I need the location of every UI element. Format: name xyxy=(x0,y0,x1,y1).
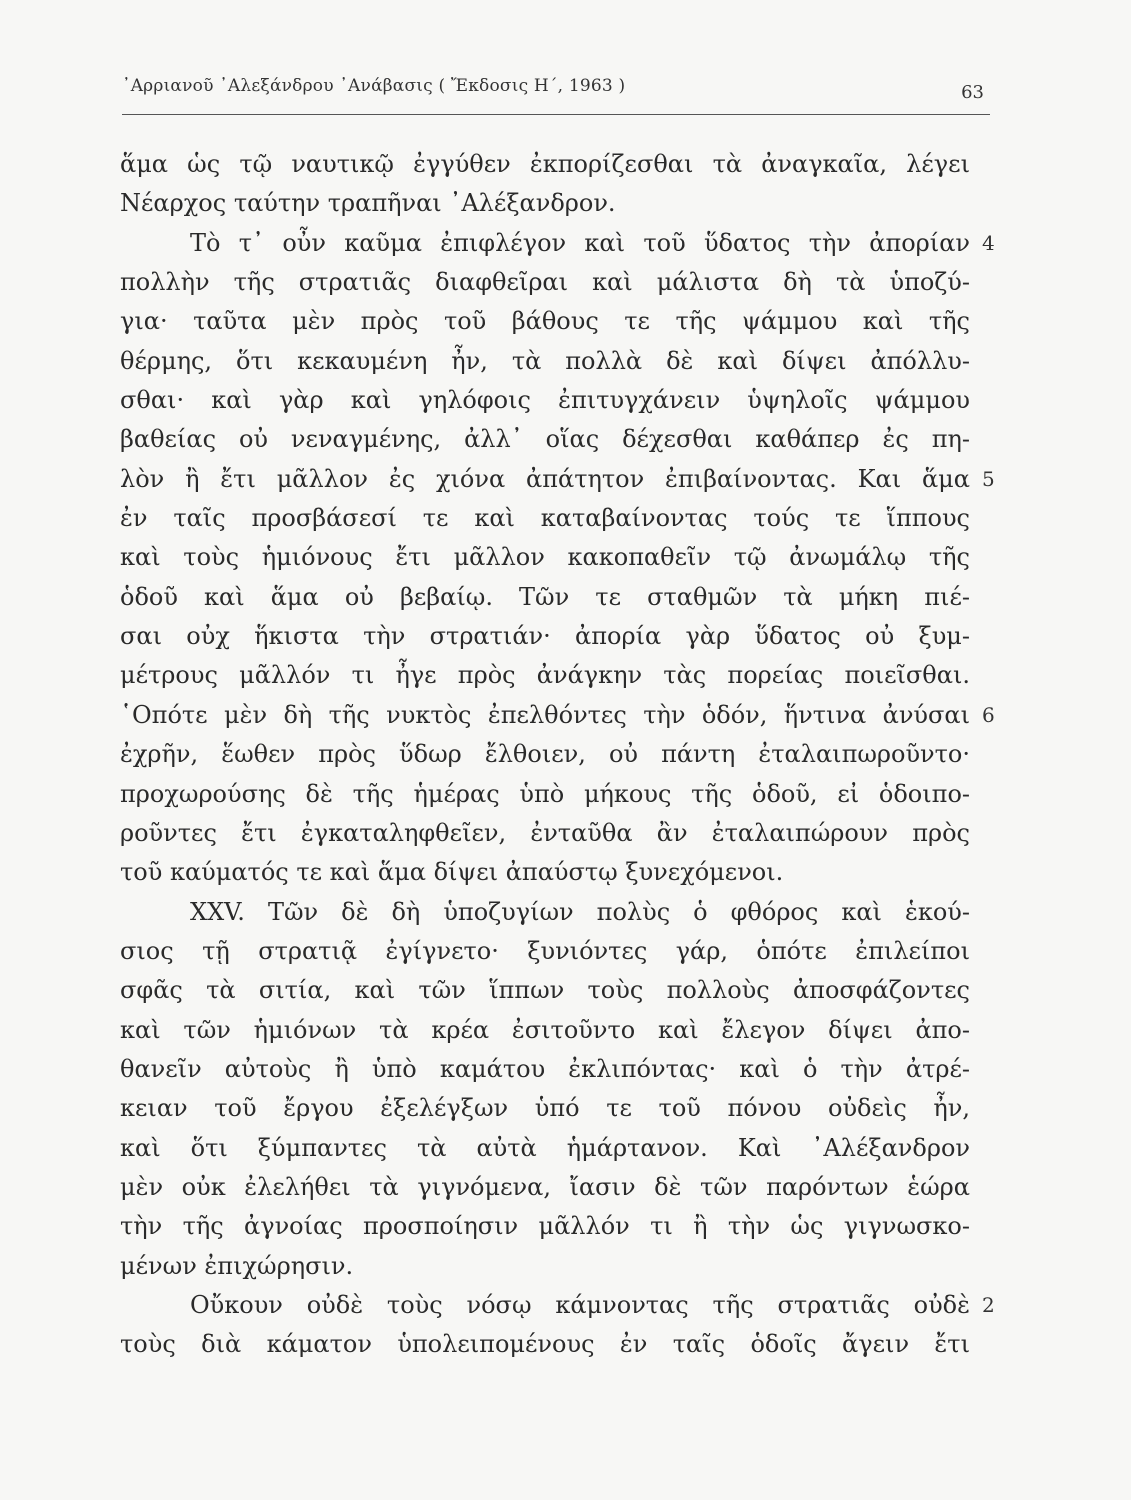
page-number: 63 xyxy=(961,82,984,103)
text-line xyxy=(120,971,970,1010)
text-line xyxy=(120,1089,970,1128)
text-line xyxy=(120,1207,970,1246)
text-line-content: Τὸ τ᾿ οὖν καῦμα ἐπιφλέγον καὶ τοῦ ὕδατος τὴν ἀπορίαν xyxy=(190,228,970,257)
text-line-content: καὶ τῶν ἡμιόνων τὰ κρέα ἐσιτοῦντο καὶ ἔλεγον δίψει ἀπο- xyxy=(120,1015,970,1044)
text-line xyxy=(120,342,970,381)
text-line xyxy=(120,381,970,420)
text-line xyxy=(120,499,970,538)
text-line-content: κειαν τοῦ ἔργου ἐξελέγξων ὑπό τε τοῦ πόνου οὐδεὶς ἦν, xyxy=(120,1094,970,1123)
text-line xyxy=(120,302,970,341)
text-line xyxy=(120,893,970,932)
text-line-content: σθαι· καὶ γὰρ καὶ γηλόφοις ἐπιτυγχάνειν ὑψηλοῖς ψάμμου xyxy=(120,386,970,415)
text-line-content: για· ταῦτα μὲν πρὸς τοῦ βάθους τε τῆς ψάμμου καὶ τῆς xyxy=(120,307,970,336)
text-line-content: μένων ἐπιχώρησιν. xyxy=(120,1251,354,1280)
text-line xyxy=(120,814,970,853)
text-line-content: μὲν οὐκ ἐλελήθει τὰ γιγνόμενα, ἴασιν δὲ τῶν παρόντων ἑώρα xyxy=(120,1172,970,1201)
text-line xyxy=(120,1325,970,1364)
section-number: 4 xyxy=(982,230,995,255)
section-number: 6 xyxy=(982,702,995,727)
text-line-content: βαθείας οὐ νεναγμένης, ἀλλ᾿ οἵας δέχεσθαι καθάπερ ἐς πη- xyxy=(120,425,970,454)
text-line xyxy=(120,1168,970,1207)
text-line-content: προχωρούσης δὲ τῆς ἡμέρας ὑπὸ μήκους τῆς ὁδοῦ, εἰ ὁδοιπο- xyxy=(120,779,970,808)
text-line-content: καὶ ὅτι ξύμπαντες τὰ αὐτὰ ἡμάρτανον. Καὶ ᾿Αλέξανδρον xyxy=(120,1133,970,1162)
text-line-content: ὁδοῦ καὶ ἅμα οὐ βεβαίῳ. Τῶν τε σταθμῶν τὰ μήκη πιέ- xyxy=(120,582,970,611)
text-line xyxy=(120,1247,970,1286)
text-line xyxy=(120,775,970,814)
text-line-content: θανεῖν αὐτοὺς ἢ ὑπὸ καμάτου ἐκλιπόντας· καὶ ὁ τὴν ἀτρέ- xyxy=(120,1054,970,1083)
text-line-content: Νέαρχος ταύτην τραπῆναι ᾿Αλέξανδρον. xyxy=(120,189,616,218)
text-line-content: ἅμα ὡς τῷ ναυτικῷ ἐγγύθεν ἐκπορίζεσθαι τὰ ἀναγκαῖα, λέγει xyxy=(120,150,970,178)
text-line xyxy=(120,853,970,892)
text-line-content: τὴν τῆς ἀγνοίας προσποίησιν μᾶλλόν τι ἢ τὴν ὡς γιγνωσκο- xyxy=(120,1212,970,1241)
text-line xyxy=(120,696,995,735)
text-line-content: σφᾶς τὰ σιτία, καὶ τῶν ἵππων τοὺς πολλοὺς ἀποσφάζοντες xyxy=(120,976,970,1005)
text-line-content: μέτρους μᾶλλόν τι ἦγε πρὸς ἀνάγκην τὰς πορείας ποιεῖσθαι. xyxy=(120,661,970,690)
text-line xyxy=(120,145,970,184)
text-line xyxy=(120,1050,970,1089)
text-line xyxy=(120,420,970,459)
text-line-content: Οὔκουν οὐδὲ τοὺς νόσῳ κάμνοντας τῆς στρατιᾶς οὐδὲ xyxy=(190,1290,970,1319)
section-number: 5 xyxy=(982,466,995,491)
text-line xyxy=(120,735,970,774)
text-line-content: τοῦ καύματός τε καὶ ἅμα δίψει ἀπαύστῳ ξυνεχόμενοι. xyxy=(120,858,784,887)
section-number: 2 xyxy=(982,1292,995,1317)
text-line xyxy=(120,1286,995,1325)
running-title: ᾿Αρριανοῦ ᾿Αλεξάνδρου ᾿Ανάβασις ( Ἔκδοσις Η΄, 1963 ) xyxy=(122,76,626,96)
text-line xyxy=(120,617,970,656)
text-line-content: σιος τῇ στρατιᾷ ἐγίγνετο· ξυνιόντες γάρ, ὁπότε ἐπιλείποι xyxy=(120,936,970,965)
text-line xyxy=(120,224,995,263)
text-line xyxy=(120,932,970,971)
text-line xyxy=(120,1129,970,1168)
text-line xyxy=(120,1011,970,1050)
text-line xyxy=(120,263,970,302)
text-line-content: τοὺς διὰ κάματον ὑπολειπομένους ἐν ταῖς ὁδοῖς ἄγειν ἔτι xyxy=(120,1330,970,1359)
text-line xyxy=(120,656,970,695)
text-line-content: XXV. Τῶν δὲ δὴ ὑποζυγίων πολὺς ὁ φθόρος καὶ ἑκού- xyxy=(190,897,970,926)
text-line-content: λὸν ἢ ἔτι μᾶλλον ἐς χιόνα ἀπάτητον ἐπιβαίνοντας. Και ἅμα xyxy=(120,464,970,493)
text-line-content: καὶ τοὺς ἡμιόνους ἔτι μᾶλλον κακοπαθεῖν τῷ ἀνωμάλῳ τῆς xyxy=(120,543,970,572)
text-line-content: θέρμης, ὅτι κεκαυμένη ἦν, τὰ πολλὰ δὲ καὶ δίψει ἀπόλλυ- xyxy=(120,346,970,375)
text-line-content: ἐν ταῖς προσβάσεσί τε καὶ καταβαίνοντας τούς τε ἵππους xyxy=(120,504,970,533)
text-line-content: πολλὴν τῆς στρατιᾶς διαφθεῖραι καὶ μάλιστα δὴ τὰ ὑποζύ- xyxy=(120,268,970,297)
text-line xyxy=(120,578,970,617)
text-line xyxy=(120,184,970,223)
running-header xyxy=(122,74,990,115)
text-line xyxy=(120,538,970,577)
text-line xyxy=(120,460,995,499)
text-line-content: ροῦντες ἔτι ἐγκαταληφθεῖεν, ἐνταῦθα ἂν ἐταλαιπώρουν πρὸς xyxy=(120,818,970,847)
text-line-content: ῾Οπότε μὲν δὴ τῆς νυκτὸς ἐπελθόντες τὴν ὁδόν, ἥντινα ἀνύσαι xyxy=(120,700,970,729)
text-line-content: ἐχρῆν, ἕωθεν πρὸς ὕδωρ ἔλθοιεν, οὐ πάντη ἐταλαιπωροῦντο· xyxy=(120,740,970,769)
text-line-content: σαι οὐχ ἥκιστα τὴν στρατιάν· ἀπορία γὰρ ὕδατος οὐ ξυμ- xyxy=(120,622,970,651)
text-body xyxy=(120,145,995,1365)
